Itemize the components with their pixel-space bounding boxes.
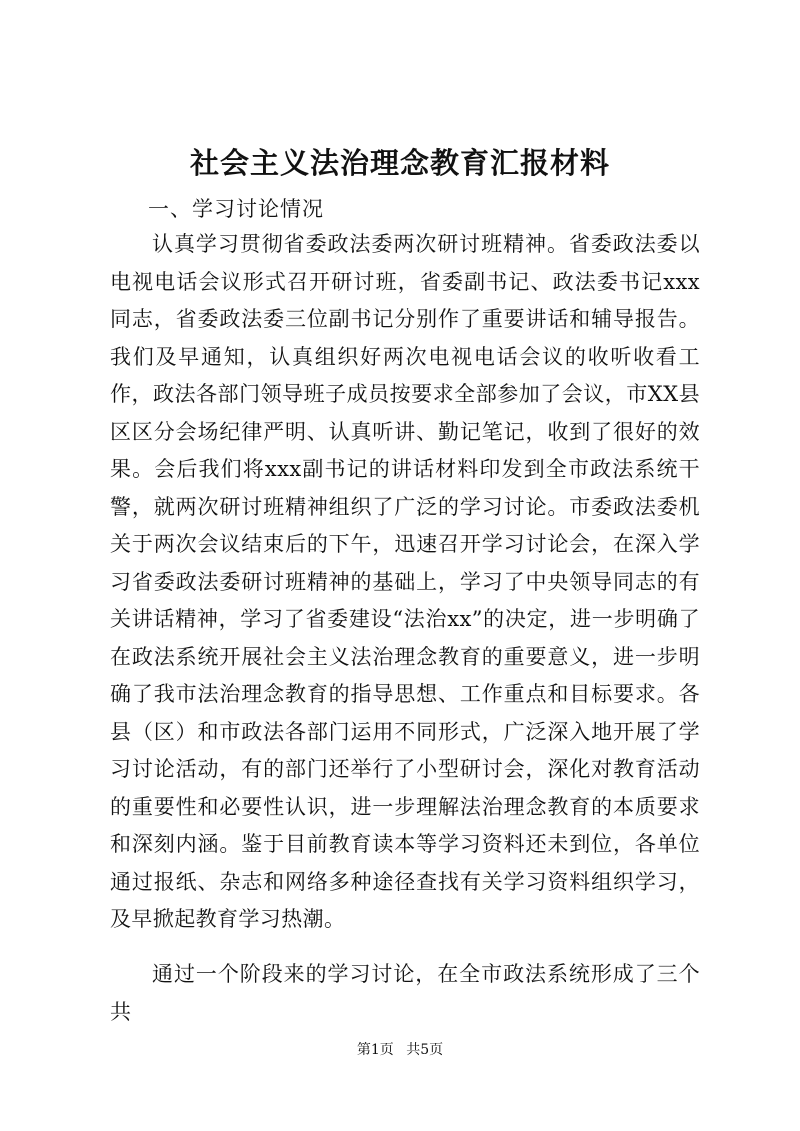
body-paragraph: 认真学习贯彻省委政法委两次研讨班精神。省委政法委以电视电话会议形式召开研讨班，省委副书记、政法委书记xxx同志，省委政法委三位副书记分别作了重要讲话和辅导报告。我们及早通知，认真组织好两次电视电话会议的收听收看工作，政法各部门领导班子成员按要求全部参加了会议，市XX县区区分会场纪律严明、认真听讲、勤记笔记，收到了很好的效果。会后我们将xxx副书记的讲话材料印发到全市政法系统干警，就两次研讨班精神组织了广泛的学习讨论。市委政法委机关于两次会议结束后的下午，迅速召开学习讨论会，在深入学习省委政法委研讨班精神的基础上，学习了中央领导同志的有关讲话精神，学习了省委建设“法治xx”的决定，进一步明确了在政法系统开展社会主义法治理念教育的重要意义，进一步明确了我市法治理念教育的指导思想、工作重点和目标要求。各县（区）和市政法各部门运用不同形式，广泛深入地开展了学习讨论活动，有的部门还举行了小型研讨会，深化对教育活动的重要性和必要性认识，进一步理解法治理念教育的本质要求和深刻内涵。鉴于目前教育读本等学习资料还未到位，各单位通过报纸、杂志和网络多种途径查找有关学习资料组织学习，及早掀起教育学习热潮。 (110, 232, 700, 931)
page-total: 共5页 (406, 1042, 444, 1058)
page-footer (0, 1040, 800, 1060)
section-heading: 一、学习讨论情况 (148, 197, 324, 221)
document-title: 社会主义法治理念教育汇报材料 (189, 146, 610, 180)
body-paragraph: 通过一个阶段来的学习讨论，在全市政法系统形成了三个共 (110, 962, 700, 1024)
page-number: 第1页 (356, 1042, 394, 1058)
